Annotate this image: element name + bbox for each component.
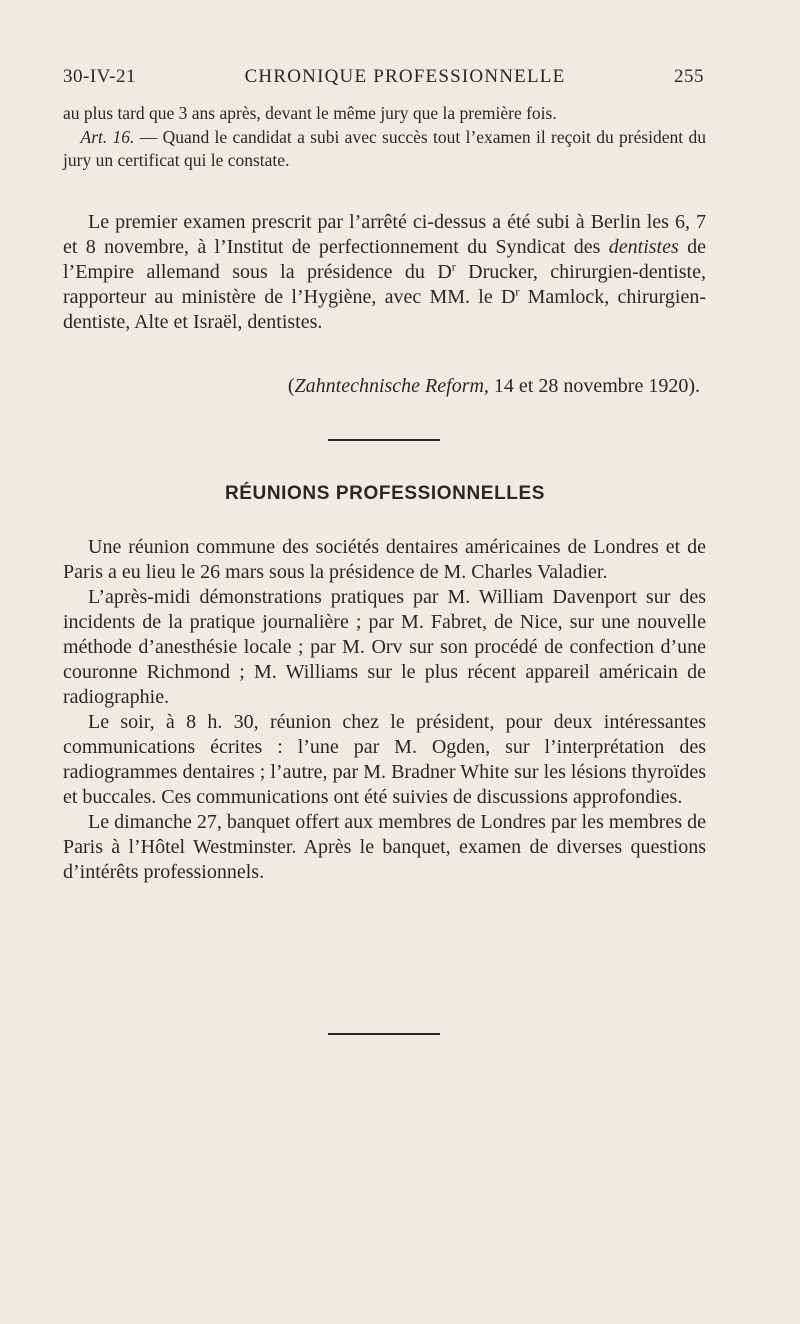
header-title: CHRONIQUE PROFESSIONNELLE <box>244 66 566 87</box>
section-heading: RÉUNIONS PROFESSIONNELLES <box>224 483 546 504</box>
citation-open: ( <box>287 375 295 397</box>
exam-text-3: Drucker, chirurgien-dentiste, rapporteur au ministère de l’Hygiène, avec MM. le D <box>63 261 706 308</box>
exam-sup-2: r <box>515 284 520 299</box>
end-rule <box>328 1033 440 1035</box>
citation <box>288 375 700 398</box>
page-number: 255 <box>673 66 704 87</box>
exam-text-2: de l’Empire allemand sous la présidence du D <box>63 236 706 283</box>
header-date: 30-IV-21 <box>63 66 136 87</box>
exam-paragraph <box>63 210 706 335</box>
divider-rule <box>328 439 440 441</box>
section-paragraph: L’après-midi démonstrations pratiques par M. William Davenport sur des incidents de la pratique journalière ; par M. Fabret, de Nice, sur une nouvelle méthode d’anesthésie locale ; par M. Orv sur son procédé de confection d’une couronne Richmond ; M. Williams sur le plus récent appareil américain de radiographie. <box>63 586 706 708</box>
section-paragraph: Le soir, à 8 h. 30, réunion chez le président, pour deux intéressantes communications écrites : l’une par M. Ogden, sur l’interprétation des radiogrammes dentaires ; l’autre, par M. Bradner White sur les lésions thyroïdes et buccales. Ces communications ont été suivies de discussions approfondies. <box>63 711 706 808</box>
exam-text-1: Le premier examen prescrit par l’arrêté ci-dessus a été subi à Berlin les 6, 7 et 8 novembre, à l’Institut de perfectionnement du Syndicat des <box>63 211 706 258</box>
article-text: — Quand le candidat a subi avec succès tout l’examen il reçoit du président du jury un certificat qui le constate. <box>63 126 706 170</box>
section-body <box>63 535 706 885</box>
article-16 <box>63 126 706 173</box>
exam-sup-1: r <box>451 259 456 274</box>
exam-italic: dentistes <box>608 236 679 258</box>
citation-source: Zahntechnische Reform, <box>294 375 489 397</box>
citation-date: 14 et 28 novembre 1920). <box>488 375 700 397</box>
running-header <box>63 66 704 88</box>
prelude-line: au plus tard que 3 ans après, devant le même jury que la première fois. <box>63 103 557 123</box>
section-paragraph: Le dimanche 27, banquet offert aux membres de Londres par les membres de Paris à l’Hôtel Westminster. Après le banquet, examen de diverses questions d’intérêts professionnels. <box>63 811 706 883</box>
article-label: Art. 16. <box>80 126 135 147</box>
prelude-text <box>63 102 706 173</box>
exam-text-4: Mamlock, chirurgien-dentiste, Alte et Israël, dentistes. <box>63 286 706 333</box>
section-paragraph: Une réunion commune des sociétés dentaires américaines de Londres et de Paris a eu lieu le 26 mars sous la présidence de M. Charles Valadier. <box>63 536 706 583</box>
